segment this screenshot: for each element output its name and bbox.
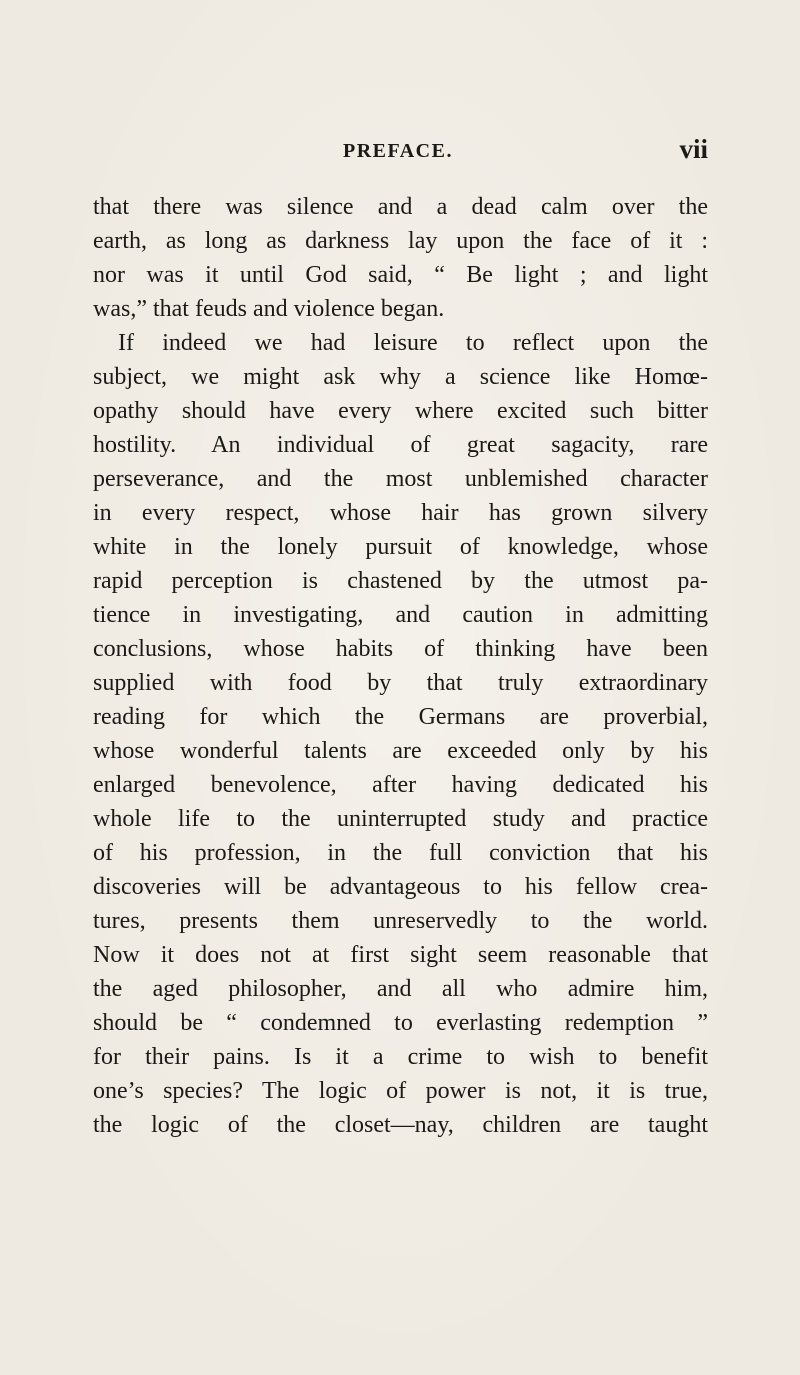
text-line: nor was it until God said, “ Be light ; and light	[93, 262, 708, 288]
text-line: enlarged benevolence, after having dedicated his	[93, 772, 708, 798]
text-line: whole life to the uninterrupted study and practice	[93, 806, 708, 832]
text-line: that there was silence and a dead calm over the	[93, 194, 708, 220]
text-line: reading for which the Germans are proverbial,	[93, 704, 708, 730]
text-line: in every respect, whose hair has grown silvery	[93, 500, 708, 526]
text-line: the logic of the closet—nay, children are taught	[93, 1112, 708, 1138]
text-line: supplied with food by that truly extraordinary	[93, 670, 708, 696]
running-head	[93, 136, 708, 166]
text-line: Now it does not at first sight seem reasonable that	[93, 942, 708, 968]
text-line: perseverance, and the most unblemished character	[93, 466, 708, 492]
text-line: earth, as long as darkness lay upon the face of it :	[93, 228, 708, 254]
text-line: If indeed we had leisure to reflect upon the	[118, 330, 708, 356]
text-line: discoveries will be advantageous to his fellow crea-	[93, 874, 708, 900]
text-line: whose wonderful talents are exceeded only by his	[93, 738, 708, 764]
text-line: conclusions, whose habits of thinking have been	[93, 636, 708, 662]
text-line: for their pains. Is it a crime to wish to benefit	[93, 1044, 708, 1070]
text-line: the aged philosopher, and all who admire him,	[93, 976, 708, 1002]
text-line: white in the lonely pursuit of knowledge, whose	[93, 534, 708, 560]
text-line: opathy should have every where excited such bitter	[93, 398, 708, 424]
page-number: vii	[679, 134, 708, 164]
text-line: subject, we might ask why a science like Homœ-	[93, 364, 708, 390]
text-line: rapid perception is chastened by the utmost pa-	[93, 568, 708, 594]
text-line: tience in investigating, and caution in admitting	[93, 602, 708, 628]
running-title: PREFACE.	[343, 140, 453, 162]
text-line: of his profession, in the full conviction that his	[93, 840, 708, 866]
text-line: hostility. An individual of great sagacity, rare	[93, 432, 708, 458]
text-line: tures, presents them unreservedly to the world.	[93, 908, 708, 934]
text-line: one’s species? The logic of power is not, it is true,	[93, 1078, 708, 1104]
text-line: was,” that feuds and violence began.	[93, 296, 445, 322]
text-line: should be “ condemned to everlasting redemption ”	[93, 1010, 708, 1036]
body-text	[93, 190, 708, 1142]
